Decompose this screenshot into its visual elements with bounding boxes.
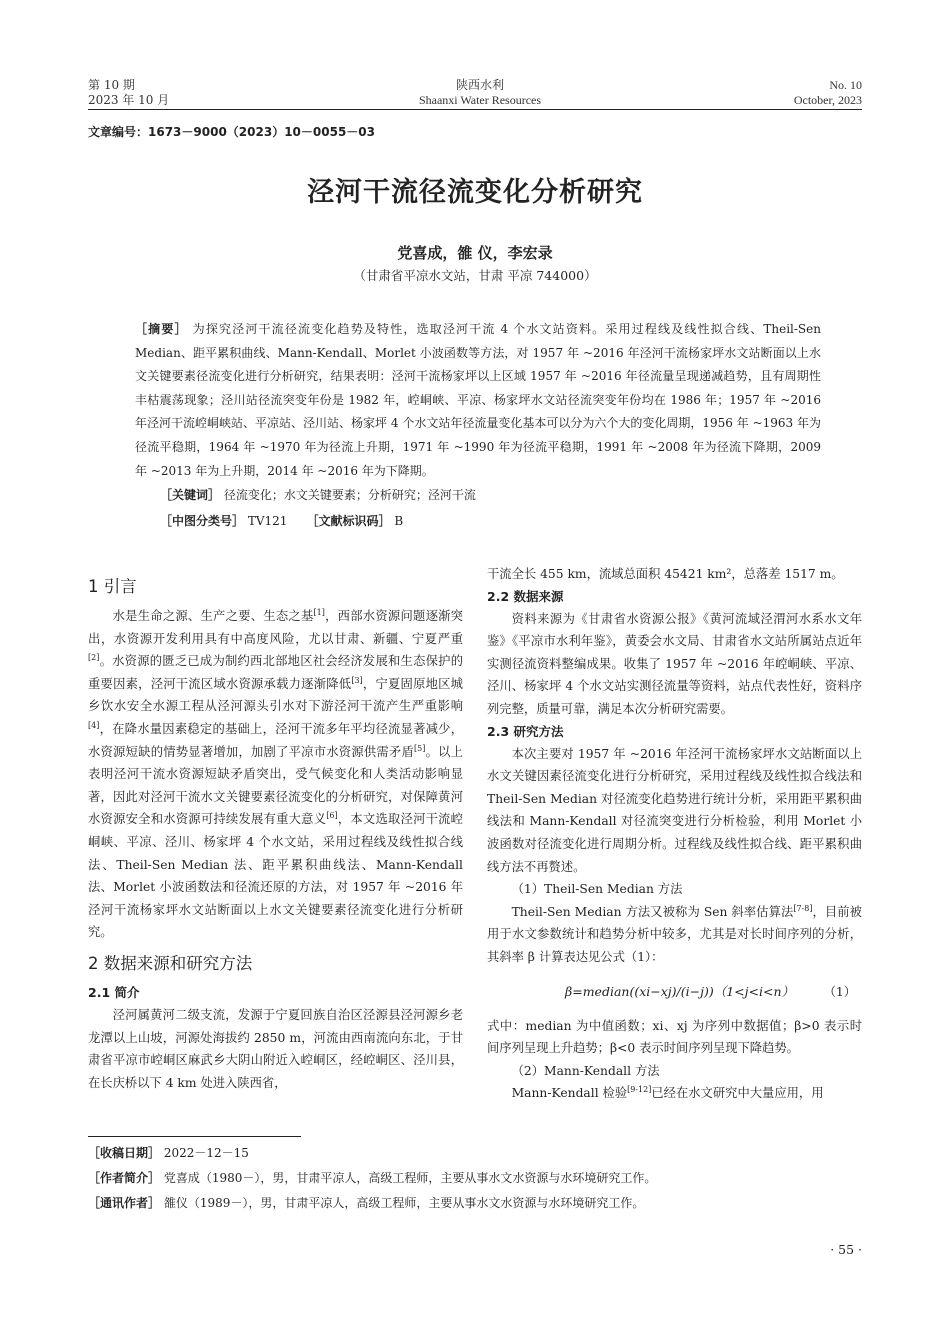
classification bbox=[160, 512, 403, 529]
footnote-rule bbox=[88, 1136, 301, 1137]
data-source-paragraph: 资料来源为《甘肃省水资源公报》《黄河流域泾渭河水系水文年鉴》《平凉市水利年鉴》，黄委会水文局、甘肃省水文站所属站点近年实测径流资料整编成果。收集了 1957 年 ~2016 年崆峒峡、平凉、泾川、杨家坪 4 个水文站实测径流量等资料，站点代表性好，资料序列完整，质量可靠，满足本次分析研究需要。 bbox=[487, 611, 862, 716]
header-issue-en bbox=[794, 78, 862, 108]
basin-paragraph-cont: 干流全长 455 km，流域总面积 45421 km²，总落差 1517 m。 bbox=[487, 567, 844, 581]
date-en: October, 2023 bbox=[793, 93, 862, 107]
section-heading-2-2: 2.2 数据来源 bbox=[487, 588, 564, 604]
issue-cn: 第 10 期 bbox=[88, 78, 135, 92]
authors: 党喜成，雒 仪，李宏录 bbox=[397, 244, 553, 262]
doc-code-label: ［文献标识码］ bbox=[306, 514, 391, 528]
keywords bbox=[160, 486, 476, 503]
header-journal bbox=[300, 78, 660, 108]
journal-cn: 陕西水利 bbox=[455, 78, 504, 92]
footnote-received: ［收稿日期］ 2022－12－15 bbox=[88, 1146, 249, 1160]
abstract bbox=[135, 318, 821, 483]
doc-code-value: B bbox=[394, 514, 404, 528]
method-2-heading: （2）Mann-Kendall 方法 bbox=[511, 1063, 660, 1078]
date-cn: 2023 年 10 月 bbox=[88, 93, 170, 107]
formula-explanation: 式中：median 为中值函数；xi、xj 为序列中数据值；β>0 表示时间序列呈现上升趋势；β<0 表示时间序列呈现下降趋势。 bbox=[487, 1018, 862, 1056]
right-column bbox=[487, 563, 862, 1105]
section-heading-2-3: 2.3 研究方法 bbox=[487, 723, 564, 739]
intro-paragraph: 水是生命之源、生产之要、生态之基[1]，西部水资源问题逐渐突出，水资源开发利用具有中高度风险，尤以甘肃、新疆、宁夏严重[2]。水资源的匮乏已成为制约西北部地区社会经济发展和生态保护的重要因素，泾河干流区域水资源承载力逐渐降低[3]，宁夏固原地区城乡饮水安全水源工程从泾河源头引水对下游泾河干流产生严重影响[4]，在降水量因素稳定的基础上，泾河干流多年平均径流显著减少，水资源短缺的情势显著增加，加剧了平凉市水资源供需矛盾[5]。以上表明泾河干流水资源短缺矛盾突出，受气候变化和人类活动影响显著，因此对泾河干流水文关键要素径流变化的分析研究，对保障黄河水资源安全和水资源可持续发展有重大意义[6]，本文选取泾河干流崆峒峡、平凉、泾川、杨家坪 4 个水文站，采用过程线及线性拟合线法、Theil-Sen Median 法、距平累积曲线法、Mann-Kendall 法、Morlet 小波函数法和径流还原的方法，对 1957 年 ~2016 年泾河干流杨家坪水文站断面以上水文关键要素径流变化进行分析研究。 bbox=[88, 607, 463, 940]
left-column bbox=[88, 571, 463, 1094]
page-title: 泾河干流径流变化分析研究 bbox=[307, 177, 643, 208]
clc-label: ［中图分类号］ bbox=[160, 514, 245, 528]
equation-1-number: （1） bbox=[823, 984, 856, 999]
theil-sen-paragraph: Theil-Sen Median 方法又被称为 Sen 斜率估算法[7-8]，目前被用于水文参数统计和趋势分析中较多，尤其是对长时间序列的分析，其斜率 β 计算表达见公式（1）： bbox=[487, 903, 862, 964]
equation-1-body: β=median((xi−xj)/(i−j))（1<j<i<n） bbox=[565, 983, 795, 999]
abstract-text: 为探究泾河干流径流变化趋势及特性，选取泾河干流 4 个水文站资料。采用过程线及线性拟合线、Theil-Sen Median、距平累积曲线、Mann-Kendall、Morlet 小波函数等方法，对 1957 年 ~2016 年泾河干流杨家坪水文站断面以上水文关键要素径流变化进行分析研究，结果表明：泾河干流杨家坪以上区域 1957 年 ~2016 年径流量呈现递减趋势，且有周期性丰枯震荡现象；泾川站径流突变年份是 1982 年，崆峒峡、平凉、杨家坪水文站径流突变年份均在 1986 年；1957 年 ~2016 年泾河干流崆峒峡站、平凉站、泾川站、杨家坪 4 个水文站年径流量变化基本可以分为六个大的变化周期，1956 年 ~1963 年为径流平稳期，1964 年 ~1970 年为径流上升期，1971 年 ~1990 年为径流平稳期，1991 年 ~2008 年为径流下降期，2009 年 ~2013 年为上升期，2014 年 ~2016 年为下降期。 bbox=[135, 322, 821, 478]
method-1-heading: （1）Theil-Sen Median 方法 bbox=[511, 882, 683, 897]
keywords-label: ［关键词］ bbox=[160, 488, 221, 502]
affiliation: （甘肃省平凉水文站，甘肃 平凉 744000） bbox=[353, 268, 597, 283]
abstract-label: ［摘要］ bbox=[135, 322, 188, 336]
issue-en: No. 10 bbox=[829, 78, 862, 92]
methods-paragraph: 本次主要对 1957 年 ~2016 年泾河干流杨家坪水文站断面以上水文关键因素径流变化进行分析研究，采用过程线及线性拟合线法和 Theil-Sen Median 对径流变化趋势进行统计分析，采用距平累积曲线法和 Mann-Kendall 对径流突变进行分析检验，利用 Morlet 小波函数对径流变化进行周期分析。过程线及线性拟合线、距平累积曲线方法不再赘述。 bbox=[487, 746, 862, 874]
article-number: 文章编号：1673－9000（2023）10－0055－03 bbox=[88, 125, 375, 139]
equation-1 bbox=[487, 973, 862, 1011]
section-heading-1: 1 引言 bbox=[88, 577, 137, 596]
mann-kendall-paragraph: Mann-Kendall 检验[9-12]已经在水文研究中大量应用，用 bbox=[511, 1085, 824, 1101]
footnote-corresponding: ［通讯作者］ 雒仪（1989－），男，甘肃平凉人，高级工程师，主要从事水文水资源与水环境研究工作。 bbox=[88, 1196, 645, 1210]
keywords-text: 径流变化；水文关键要素；分析研究；泾河干流 bbox=[223, 488, 476, 502]
section-heading-2: 2 数据来源和研究方法 bbox=[88, 953, 253, 973]
journal-en: Shaanxi Water Resources bbox=[418, 93, 542, 107]
header-rule bbox=[88, 109, 862, 110]
section-heading-2-1: 2.1 简介 bbox=[88, 984, 140, 1000]
header-issue bbox=[88, 78, 169, 108]
clc-value: TV121 bbox=[247, 514, 288, 528]
footnote-author: ［作者简介］ 党喜成（1980－），男，甘肃平凉人，高级工程师，主要从事水文水资源与水环境研究工作。 bbox=[88, 1171, 657, 1185]
page-number: · 55 · bbox=[830, 1242, 862, 1257]
intro-basin-paragraph: 泾河属黄河二级支流，发源于宁夏回族自治区泾源县泾河源乡老龙潭以上山坡，河源处海拔约 2850 m，河流由西南流向东北，于甘肃省平凉市崆峒区麻武乡大阴山附近入崆峒区，经崆峒区、泾川县，在长庆桥以下 4 km 处进入陕西省， bbox=[88, 1007, 463, 1090]
